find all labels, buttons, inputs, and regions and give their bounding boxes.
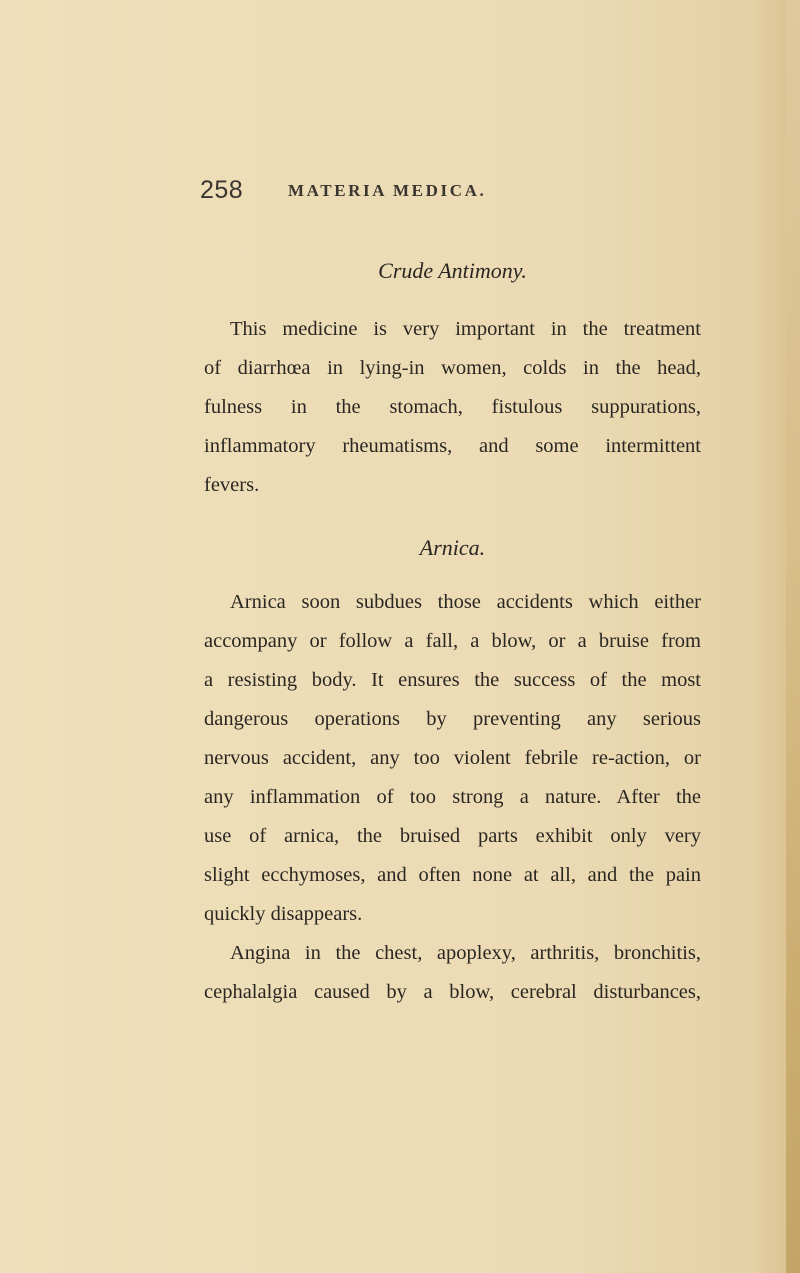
running-head [200,176,720,204]
text-line: cephalalgia caused by a blow, cerebral disturbances, [204,981,701,1003]
text-line: a resisting body. It ensures the success of the most [204,669,701,691]
page-number: 258 [200,176,244,204]
section-heading-arnica: Arnica. [419,535,486,560]
text-line: Angina in the chest, apoplexy, arthritis, bronchitis, [230,942,701,964]
text-line: fulness in the stomach, fistulous suppurations, [204,396,701,418]
text-line: This medicine is very important in the treatment [230,318,701,340]
text-line: any inflammation of too strong a nature. After the [204,786,701,808]
text-line: quickly disappears. [204,903,363,925]
text-line: dangerous operations by preventing any serious [204,708,701,730]
section-heading-crude-antimony: Crude Antimony. [378,258,527,283]
text-line: Arnica soon subdues those accidents which either [230,591,701,613]
running-title: MATERIA MEDICA. [288,181,487,200]
text-line: inflammatory rheumatisms, and some intermittent [204,435,701,457]
text-line: use of arnica, the bruised parts exhibit only very [204,825,701,847]
paragraph-arnica-2 [204,934,701,1012]
text-line: nervous accident, any too violent febrile re-action, or [204,747,701,769]
paragraph-arnica-1 [204,583,701,934]
page-edge-shadow [786,0,800,1273]
text-line: of diarrhœa in lying-in women, colds in the head, [204,357,701,379]
paragraph-crude-antimony [204,310,701,505]
text-line: slight ecchymoses, and often none at all, and the pain [204,864,701,886]
text-line: accompany or follow a fall, a blow, or a bruise from [204,630,701,652]
text-line: fevers. [204,474,260,496]
